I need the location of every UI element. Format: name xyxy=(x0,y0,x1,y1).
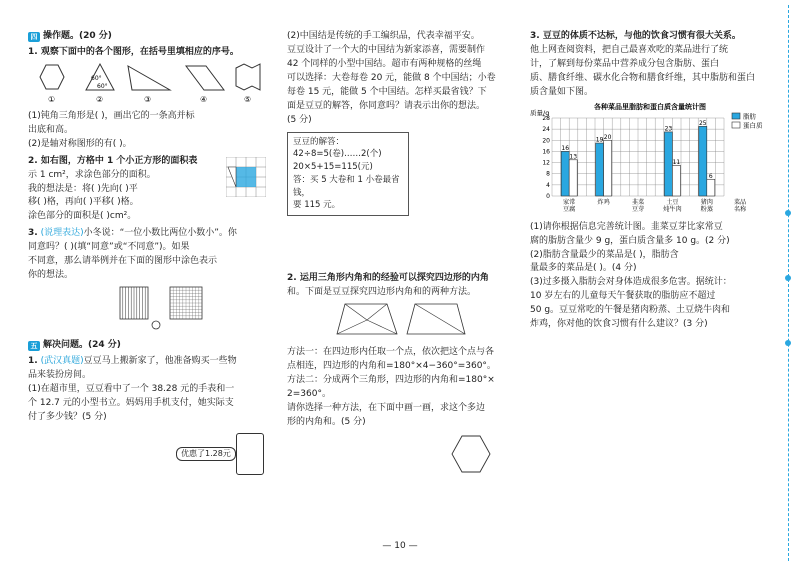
question-text: (5 分) xyxy=(287,114,312,125)
x-tick-label: 家常 xyxy=(563,198,576,206)
legend-swatch xyxy=(732,113,740,119)
question-text: 计，了解到每份菜品中营养成分包含脂肪、蛋白 xyxy=(530,58,720,69)
column-2 xyxy=(287,30,512,485)
shape-number: ③ xyxy=(144,94,152,104)
question-text: 50 g。豆豆常吃的午餐是猪肉粉蒸、土豆烧牛肉和 xyxy=(530,305,731,316)
binding-dot xyxy=(785,340,791,346)
legend-label: 脂肪 xyxy=(743,112,756,121)
question-text: (1)请你根据信息完善统计图。韭菜豆芽比家常豆 xyxy=(530,221,723,232)
x-tick-label: 豆腐 xyxy=(563,205,576,213)
question-text: (1)钝角三角形是( )，画出它的一条高并标 xyxy=(28,110,195,121)
data-label: 11 xyxy=(672,158,681,166)
question-text: 3. 豆豆的体质不达标，与他的饮食习惯有很大关系。 xyxy=(530,31,741,41)
section-badge: 四 xyxy=(28,32,40,42)
data-label: 6 xyxy=(708,172,713,180)
question-text: (3)过多摄入脂肪会对身体造成很多危害。据统计： xyxy=(530,277,732,288)
phone-icon xyxy=(236,433,264,475)
angle-label: 60° xyxy=(97,82,108,90)
question-text: 豆豆马上搬新家了，他准备购买一些物 xyxy=(83,355,237,366)
trapezoid-method-2 xyxy=(407,304,465,334)
question-tag: (武汉真题) xyxy=(40,355,84,366)
question-text: 面是豆豆的解答，你同意吗？请表示出你的想法。 xyxy=(287,100,486,111)
y-tick-label: 0 xyxy=(546,192,550,200)
question-text: 形的内角和。(5 分) xyxy=(287,416,366,427)
question-text: 点相连，四边形的内角和=180°×4−360°=360°。 xyxy=(287,360,496,371)
data-label: 13 xyxy=(569,152,578,160)
question-text: 涂色部分的面积是( )cm²。 xyxy=(28,211,137,222)
question-text: 不同意，那么请举例并在下面的图形中涂色表示 xyxy=(28,256,218,267)
solution-line: 42÷8=5(卷)……2(个) xyxy=(293,149,382,160)
question-text: 你的想法。 xyxy=(28,270,74,281)
hexagon-figure xyxy=(287,430,512,480)
question-text: 每卷 15 元，能做 5 个中国结。怎样买最省钱？下 xyxy=(287,86,487,97)
question-text: (1)在超市里，豆豆看中了一个 38.28 元的手表和一 xyxy=(28,383,235,394)
section-title: 操作题。(20 分) xyxy=(43,31,112,41)
x-tick-label: 粉蒸 xyxy=(700,205,713,213)
question-text: 移( )格，再向( )平移( )格。 xyxy=(28,197,139,208)
bar-蛋白质 xyxy=(707,179,715,196)
shape-number: ② xyxy=(96,94,104,104)
data-label: 20 xyxy=(603,133,612,141)
solution-line: 答：买 5 大卷和 1 小卷最省钱， xyxy=(293,174,400,198)
y-tick-label: 8 xyxy=(546,170,550,178)
y-tick-label: 4 xyxy=(546,181,550,189)
solution-line: 豆豆的解答： xyxy=(293,136,345,147)
solution-line: 20×5+15=115(元) xyxy=(293,162,373,173)
question-text: 方法一：在四边形内任取一个点，依次把这个点与各 xyxy=(287,346,495,357)
page-number: — 10 — xyxy=(382,541,418,551)
y-tick-label: 28 xyxy=(542,114,550,122)
quadrilateral-figures xyxy=(287,300,512,340)
decimal-grids-figure xyxy=(28,283,268,333)
question-text: 炸鸡，你对他的饮食习惯有什么建议？(3 分) xyxy=(530,319,708,330)
bar-蛋白质 xyxy=(604,140,612,196)
bar-脂肪 xyxy=(596,143,604,196)
chart-title: 各种菜品里脂肪和蛋白质含量统计图 xyxy=(594,102,706,111)
question-text: 他上网查阅资料，把自己最喜欢吃的菜品进行了统 xyxy=(530,44,729,55)
question-text: 42 个同样的小型中国结。超市有两种规格的丝绳 xyxy=(287,58,482,69)
x-tick-label: 炖牛肉 xyxy=(663,205,682,213)
hexagon-shape xyxy=(40,65,64,89)
question-text: 腐的脂肪含量少 9 g，蛋白质含量多 10 g。(2 分) xyxy=(530,235,730,246)
section-header-problems xyxy=(28,339,268,353)
question-text: 和。下面是豆豆探究四边形内角和的两种方法。 xyxy=(287,287,477,297)
question-text: 方法二：分成两个三角形，四边形的内角和=180°× xyxy=(287,374,495,385)
y-tick-label: 24 xyxy=(542,125,550,133)
x-axis-label: 菜品 xyxy=(733,198,747,206)
question-text: 2=360°。 xyxy=(287,388,331,399)
question-text: 量最多的菜品是( )。(4 分) xyxy=(530,263,637,274)
question-text: 示 1 cm²，求涂色部分的面积。 xyxy=(28,169,156,180)
binding-dot xyxy=(785,275,791,281)
data-label: 16 xyxy=(561,144,570,152)
question-text: 可以选择：大卷每卷 20 元，能做 8 个中国结；小卷 xyxy=(287,72,496,83)
y-tick-label: 20 xyxy=(542,136,550,144)
column-1: 四 操作题。(20 分) 1. 观察下面中的各个图形，在括号里填相应的序号。 60° 60° ① ② ③ ④ ⑤ (1)钝角三角形是( )，画出它的一条高并标 出底和高。 (2)是轴对称图形的有( )。 2. 如右图，方格中 1 个小正方形的面积表 示 1 cm²，求涂色部分的面积。 我的想法是：将( )先向( )平 移( )格，再向( )平移( )格。 涂色部分的面积是( )cm²。 3. (说理表达)小冬说：“一位小数比两位小数小”。你 同意吗？( )(填“同意”或“不同意”)。如果 不同意，那么请举例并在下面的图形中涂色表示 你的想法。 五 解决问题。(24 分) 1. (武汉真题)豆豆马上搬新家了，他准备购买一些物 品来装扮房间。 (1)在超市里，豆豆看中了一个 38.28 元的手表和一 个 12.7 元的小型书立。妈妈用手机支付，她实际支 付了多少钱？(5 分) 优惠了1.28元 xyxy=(28,30,268,475)
question-text: 质含量如下图。 xyxy=(530,86,594,97)
y-tick-label: 12 xyxy=(542,159,550,167)
column-3 xyxy=(530,30,770,332)
x-axis-label: 名称 xyxy=(733,205,747,213)
discount-bubble: 优惠了1.28元 xyxy=(176,447,236,461)
bar-脂肪 xyxy=(664,132,672,196)
question-text: 请你选择一种方法，在下面中画一画，求这个多边 xyxy=(287,402,486,413)
grid-figure xyxy=(226,157,266,197)
question-tag: (说理表达) xyxy=(40,228,84,239)
solution-box xyxy=(287,132,409,217)
x-tick-label: 豆芽 xyxy=(631,205,645,213)
y-tick-label: 16 xyxy=(542,148,550,156)
shape-number: ④ xyxy=(200,94,208,104)
data-label: 19 xyxy=(595,136,604,144)
solution-line: 要 115 元。 xyxy=(293,200,341,211)
question-text: 质、膳食纤维、碳水化合物和膳食纤维，其中脂肪和蛋白 xyxy=(530,72,756,83)
x-tick-label: 土豆 xyxy=(666,198,679,206)
compare-circle xyxy=(152,321,160,329)
parallelogram-shape xyxy=(186,66,224,90)
shape-number: ① xyxy=(48,94,56,104)
symmetric-shape xyxy=(236,64,260,90)
y-axis-label: 质量/g xyxy=(530,108,550,117)
question-text: 我的想法是：将( )先向( )平 xyxy=(28,183,138,194)
section-badge: 五 xyxy=(28,341,40,351)
shape-number: ⑤ xyxy=(244,94,252,104)
x-tick-label: 韭菜 xyxy=(631,198,645,206)
question-text: (2)中国结是传统的手工编织品，代表幸福平安。 xyxy=(287,31,480,41)
x-tick-label: 炸鸡 xyxy=(597,198,610,206)
shapes-figure xyxy=(28,60,268,104)
question-text: (2)是轴对称图形的有( )。 xyxy=(28,138,132,149)
bar-蛋白质 xyxy=(569,159,577,195)
question-text: 豆豆设计了一个大的中国结为新家添喜，需要制作 xyxy=(287,44,486,55)
bar-脂肪 xyxy=(561,151,569,196)
question-text: 10 岁左右的儿童每天午餐获取的脂肪应不超过 xyxy=(530,291,716,302)
x-tick-label: 猪肉 xyxy=(700,198,713,206)
question-text: 品来装扮房间。 xyxy=(28,369,92,380)
bar-蛋白质 xyxy=(672,165,680,196)
question-text: 个 12.7 元的小型书立。妈妈用手机支付，她实际支 xyxy=(28,397,234,408)
legend-swatch xyxy=(732,122,740,128)
question-text: 1. 观察下面中的各个图形，在括号里填相应的序号。 xyxy=(28,46,239,57)
question-text: 同意吗？( )(填“同意”或“不同意”)。如果 xyxy=(28,242,190,253)
section-header-operations xyxy=(28,30,268,44)
question-text: 2. 运用三角形内角和的经验可以探究四边形的内角 xyxy=(287,273,489,284)
question-text: 出底和高。 xyxy=(28,124,74,135)
binding-rule xyxy=(788,5,789,561)
obtuse-triangle-shape xyxy=(128,66,170,90)
nutrition-bar-chart xyxy=(530,100,770,215)
legend-label: 蛋白质 xyxy=(743,121,763,130)
data-label: 25 xyxy=(698,119,707,127)
data-label: 23 xyxy=(664,125,673,133)
binding-dot xyxy=(785,210,791,216)
angle-label: 60° xyxy=(91,74,102,82)
section-title: 解决问题。(24 分) xyxy=(43,340,121,350)
question-text: 小冬说：“一位小数比两位小数小”。你 xyxy=(83,228,237,239)
bar-脂肪 xyxy=(699,126,707,196)
question-text: 2. 如右图，方格中 1 个小正方形的面积表 xyxy=(28,155,198,166)
question-text: 付了多少钱？(5 分) xyxy=(28,411,107,422)
question-text: (2)脂肪含量最少的菜品是( )，脂肪含 xyxy=(530,249,679,260)
shaded-parallelogram xyxy=(236,167,256,187)
